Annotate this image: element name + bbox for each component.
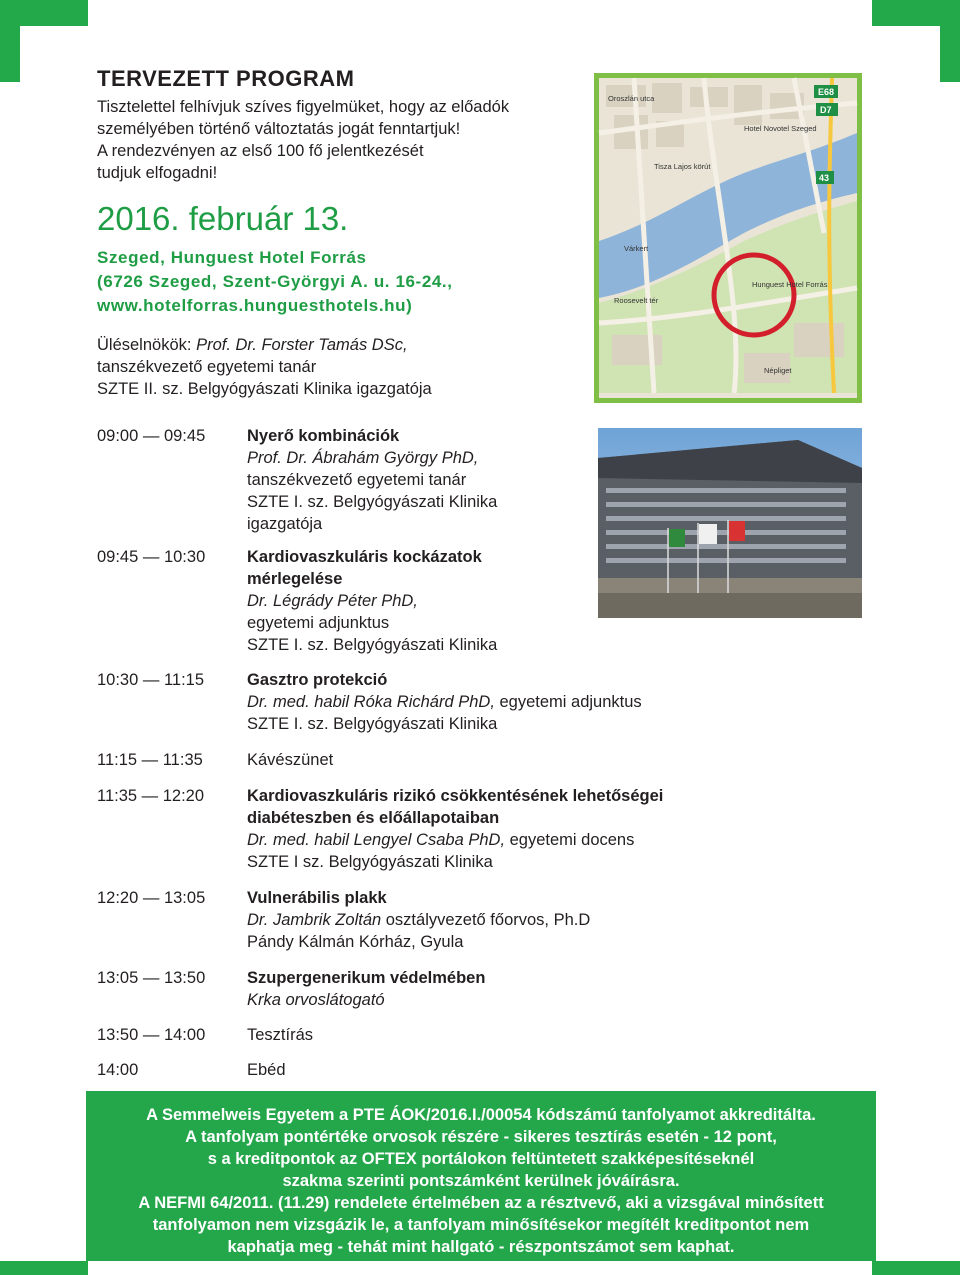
accreditation-line: s a kreditpontok az OFTEX portálokon feltüntetett szakképesítéseknél	[207, 1150, 755, 1168]
intro-line: A rendezvényen az első 100 fő jelentkezését	[97, 142, 424, 160]
program-speaker-institution-cont: igazgatója	[247, 515, 323, 533]
event-venue	[97, 246, 453, 318]
corner-decoration-bottom-right	[872, 1261, 960, 1275]
corner-decoration-top-left-vertical	[0, 0, 20, 82]
program-time: 13:05 — 13:50	[97, 969, 206, 987]
accreditation-line: A NEFMI 64/2011. (11.29) rendelete értelmében az a résztvevő, aki a vizsgával minősített	[138, 1194, 824, 1212]
program-speaker: Dr. Jambrik Zoltán	[247, 911, 382, 929]
intro-line: Tisztelettel felhívjuk szíves figyelmüket, hogy az előadók	[97, 98, 510, 116]
program-time: 10:30 — 11:15	[97, 671, 205, 689]
chairs-role: tanszékvezető egyetemi tanár	[97, 358, 317, 376]
program-speaker: Dr. med. habil Lengyel Csaba PhD,	[247, 831, 506, 849]
program-heading: TERVEZETT PROGRAM	[97, 66, 355, 91]
event-date: 2016. február 13.	[97, 200, 349, 237]
program-speaker-role: egyetemi adjunktus	[247, 614, 390, 632]
program-title: Szupergenerikum védelmében	[247, 969, 486, 987]
program-title: Kardiovaszkuláris rizikó csökkentésének lehetőségei	[247, 787, 664, 805]
map-badge-e68: E68	[818, 87, 835, 97]
accreditation-line: A Semmelweis Egyetem a PTE ÁOK/2016.I./00054 kódszámú tanfolyamot akkreditálta.	[146, 1106, 816, 1124]
corner-decoration-bottom-left	[0, 1261, 88, 1275]
chairs-institution: SZTE II. sz. Belgyógyászati Klinika igazgatója	[97, 380, 432, 398]
venue-map	[594, 73, 862, 403]
accreditation-line: kaphatja meg - tehát mint hallgató - részpontszámot sem kaphat.	[227, 1238, 735, 1256]
program-break: Kávészünet	[247, 751, 334, 769]
map-label-novotel: Hotel Novotel Szeged	[744, 124, 817, 133]
program-speaker-role: egyetemi docens	[505, 831, 635, 849]
program-speaker: Dr. Légrády Péter PhD,	[247, 592, 418, 610]
venue-line: Szeged, Hunguest Hotel Forrás	[97, 248, 367, 267]
program-speaker-institution: SZTE I. sz. Belgyógyászati Klinika	[247, 715, 498, 733]
map-label-hunguest: Hunguest Hotel Forrás	[752, 280, 828, 289]
map-label-roosevelt: Roosevelt tér	[614, 296, 659, 305]
intro-line: személyében történő változtatás jogát fenntartjuk!	[97, 120, 461, 138]
map-label-tisza: Tisza Lajos körút	[654, 162, 711, 171]
program-time: 13:50 — 14:00	[97, 1026, 206, 1044]
program-time: 09:00 — 09:45	[97, 427, 206, 445]
program-speaker-role: tanszékvezető egyetemi tanár	[247, 471, 467, 489]
program-time: 11:35 — 12:20	[97, 787, 205, 805]
chairs-label: Üléselnökök:	[97, 336, 197, 354]
program-speaker-role: egyetemi adjunktus	[494, 693, 642, 711]
program-test: Tesztírás	[247, 1026, 314, 1044]
program-speaker: Dr. med. habil Róka Richárd PhD,	[247, 693, 495, 711]
intro-line: tudjuk elfogadni!	[97, 164, 218, 182]
program-speaker-institution: SZTE I. sz. Belgyógyászati Klinika	[247, 493, 498, 511]
program-speaker: Krka orvoslátogató	[247, 991, 385, 1009]
map-label-oroszlan: Oroszlán utca	[608, 94, 655, 103]
map-badge-d7: D7	[820, 105, 832, 115]
corner-decoration-top-right-vertical	[940, 0, 960, 82]
program-time: 12:20 — 13:05	[97, 889, 206, 907]
program-speaker-institution: SZTE I. sz. Belgyógyászati Klinika	[247, 636, 498, 654]
accreditation-line: szakma szerinti pontszámként kerülnek jóváírásra.	[282, 1172, 680, 1190]
map-badge-43: 43	[819, 173, 830, 183]
program-time: 11:15 — 11:35	[97, 751, 203, 769]
session-chairs	[97, 334, 432, 400]
program-speaker: Prof. Dr. Ábrahám György PhD,	[247, 449, 479, 467]
program-lunch: Ebéd	[247, 1061, 286, 1079]
venue-website[interactable]: www.hotelforras.hunguesthotels.hu)	[97, 296, 413, 315]
map-label-nepliget: Népliget	[764, 366, 792, 375]
intro-notice	[97, 96, 577, 184]
venue-line: (6726 Szeged, Szent-Györgyi A. u. 16-24.,	[97, 272, 453, 291]
program-speaker-institution: SZTE I sz. Belgyógyászati Klinika	[247, 853, 493, 871]
program-title: Nyerő kombinációk	[247, 427, 400, 445]
map-graphic	[594, 73, 862, 403]
program-title: Vulnerábilis plakk	[247, 889, 387, 907]
program-title: Kardiovaszkuláris kockázatok	[247, 548, 482, 566]
program-time: 09:45 — 10:30	[97, 548, 206, 566]
accreditation-line: tanfolyamon nem vizsgázik le, a tanfolyam minősítésekor megítélt kreditpontot nem	[152, 1216, 810, 1234]
accreditation-line: A tanfolyam pontértéke orvosok részére - sikeres tesztírás esetén - 12 pont,	[185, 1128, 777, 1146]
program-speaker-institution: Pándy Kálmán Kórház, Gyula	[247, 933, 464, 951]
program-title-cont: mérlegelése	[247, 570, 343, 588]
accreditation-box	[86, 1091, 876, 1261]
program-title: Gasztro protekció	[247, 671, 388, 689]
program-time: 14:00	[97, 1061, 139, 1079]
chairs-name: Prof. Dr. Forster Tamás DSc,	[196, 336, 408, 354]
program-speaker-role: osztályvezető főorvos, Ph.D	[381, 911, 591, 929]
map-label-varkert: Várkert	[624, 244, 649, 253]
program-title-cont: diabéteszben és előállapotaiban	[247, 809, 500, 827]
